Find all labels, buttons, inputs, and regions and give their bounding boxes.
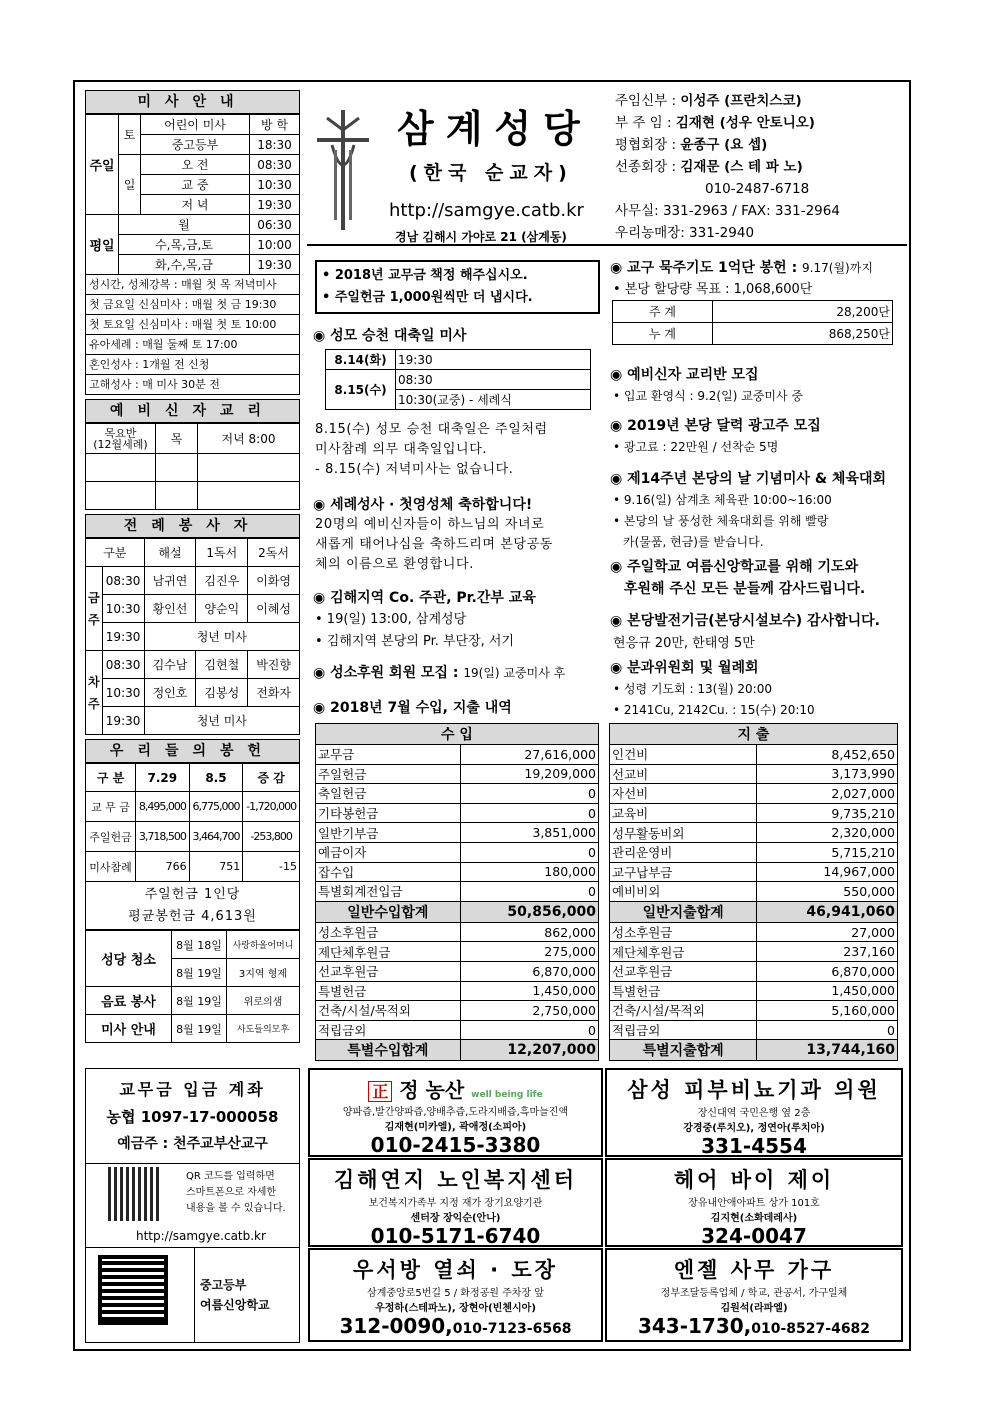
staff-row: 부 주 임 : 김재현 (성우 안토니오)	[615, 115, 815, 131]
committee-title: ◉ 분과위원회 및 월례회	[610, 660, 759, 676]
finance-label: 특별수입합계	[316, 1040, 461, 1061]
mass-name: 오 전	[141, 155, 250, 175]
liturgy-time: 19:30	[102, 623, 144, 651]
mass-name: 중고등부	[141, 135, 250, 155]
anniversary-text: • 9.16(일) 삼계초 체육관 10:00~16:00 • 본당의 날 풍성한 체육대회를 위해 빨랑 카(물품, 현금)를 받습니다.	[613, 493, 832, 549]
church-subtitle: (한국 순교자)	[409, 162, 573, 184]
mass-time: 08:30	[250, 155, 300, 175]
finance-value: 0	[460, 842, 598, 862]
rosary-label: 주 계	[613, 301, 713, 323]
catechumen-class: 목요반 (12월세례)	[86, 424, 156, 454]
finance-row	[316, 745, 599, 765]
baptism-title: ◉ 세례성사 · 첫영성체 축하합니다!	[313, 497, 533, 513]
mass-name: 월	[119, 215, 250, 235]
finance-row	[316, 842, 599, 862]
catechumen-recruit-title: ◉ 예비신자 교리반 모집	[610, 367, 759, 383]
finance-label: 적립금외	[610, 1020, 757, 1040]
mass-name: 교 중	[141, 175, 250, 195]
finance-row	[610, 745, 898, 765]
catechumen-day: 목	[156, 424, 198, 454]
liturgy-person: 이혜성	[248, 595, 300, 623]
finance-row	[316, 901, 599, 922]
ad-box[interactable]: 삼성 피부비뇨기과 의원 장신대역 국민은행 옆 2층 강경중(루치오), 정연아(루치아) 331-4554	[605, 1068, 903, 1157]
finance-label: 건축/시설/목적외	[610, 1001, 757, 1021]
finance-row	[610, 1001, 898, 1021]
finance-row	[610, 842, 898, 862]
rosary-value: 28,200단	[713, 301, 893, 323]
finance-value: 46,941,060	[757, 901, 898, 922]
finance-label: 일반수입합계	[316, 901, 461, 922]
liturgy-person: 박진향	[248, 651, 300, 679]
liturgy-time: 10:30	[102, 679, 144, 707]
liturgy-person: 남귀연	[144, 567, 196, 595]
finance-value: 27,000	[757, 922, 898, 942]
offering-value: 8,495,000	[136, 792, 190, 822]
finance-label: 건축/시설/목적외	[316, 1001, 461, 1021]
duties-table	[85, 930, 300, 1043]
finance-label: 주일헌금	[316, 764, 461, 784]
col-header: 2독서	[248, 539, 300, 567]
mass-name: 화,수,목,금	[119, 255, 250, 275]
church-cross-logo	[312, 110, 374, 230]
this-week-label: 금주	[86, 567, 103, 651]
finance-value: 14,967,000	[757, 862, 898, 882]
col-header: 해설	[144, 539, 196, 567]
mass-time: 18:30	[250, 135, 300, 155]
sunday-day-label: 일	[119, 155, 141, 215]
offering-value: -253,800	[243, 822, 300, 852]
catechumen-recruit-line: • 입교 환영식 : 9.2(일) 교중미사 중	[613, 389, 803, 403]
finance-row	[316, 961, 599, 981]
qr-code[interactable]	[108, 1167, 162, 1221]
finance-label: 관리운영비	[610, 842, 757, 862]
finance-value: 13,744,160	[757, 1040, 898, 1061]
sponsor-recruit: ◉ 성소후원 회원 모집 : 19(일) 교중미사 후	[313, 665, 566, 681]
col-header: 구분	[86, 539, 145, 567]
liturgy-person: 정인호	[144, 679, 196, 707]
masthead	[307, 92, 607, 242]
assumption-title: ◉ 성모 승천 대축일 미사	[313, 328, 467, 344]
col-header: 8.5	[189, 764, 243, 792]
finance-label: 교구납부금	[610, 862, 757, 882]
col-header: 구 분	[86, 764, 136, 792]
finance-row	[610, 764, 898, 784]
finance-value: 27,616,000	[460, 745, 598, 765]
finance-row	[610, 981, 898, 1001]
finance-label: 예비비외	[610, 882, 757, 902]
liturgy-person: 이화영	[248, 567, 300, 595]
mass-name: 저 녁	[141, 195, 250, 215]
account-title: 교무금 입금 계좌	[119, 1080, 266, 1099]
finance-row	[610, 803, 898, 823]
finance-value: 0	[460, 784, 598, 804]
assumption-time: 19:30	[396, 350, 591, 370]
finance-value: 0	[460, 803, 598, 823]
account-box	[85, 1068, 300, 1343]
finance-row	[316, 1020, 599, 1040]
finance-value: 8,452,650	[757, 745, 898, 765]
note-line: 혼인성사 : 1개월 전 신청	[86, 355, 299, 375]
finance-label: 제단체후원금	[610, 942, 757, 962]
duty-who: 사도들의모후	[227, 1015, 300, 1043]
liturgy-merged: 청년 미사	[144, 623, 299, 651]
assumption-date: 8.15(수)	[326, 370, 396, 410]
rosary-table	[612, 300, 893, 345]
finance-row	[610, 961, 898, 981]
finance-row	[316, 882, 599, 902]
finance-value: 862,000	[460, 922, 598, 942]
staff-row: 선종회장 : 김재문 (스 테 파 노)	[615, 159, 803, 175]
finance-label: 적립금외	[316, 1020, 461, 1040]
finance-value: 12,207,000	[460, 1040, 598, 1061]
account-holder: 예금주 : 천주교부산교구	[117, 1136, 268, 1152]
col-header: 증 감	[243, 764, 300, 792]
duty-who: 위로의샘	[227, 987, 300, 1015]
offering-label: 미사참례	[86, 852, 136, 882]
duty-label: 미사 안내	[86, 1015, 172, 1043]
rosary-title: ◉ 교구 묵주기도 1억단 봉헌 : 9.17(월)까지	[610, 260, 873, 276]
staff-phone: 010-2487-6718	[705, 181, 810, 197]
note-line: 성시간, 성체강복 : 매월 첫 목 저녁미사	[86, 275, 299, 295]
duty-date: 8월 19일	[172, 959, 227, 987]
liturgy-time: 10:30	[102, 595, 144, 623]
assumption-date: 8.14(화)	[326, 350, 396, 370]
finance-row	[316, 784, 599, 804]
finance-value: 5,160,000	[757, 1001, 898, 1021]
col-header: 1독서	[196, 539, 248, 567]
offering-value: 6,775,000	[189, 792, 243, 822]
mass-time: 10:30	[250, 175, 300, 195]
liturgy-title: 전례봉사자	[85, 514, 300, 538]
boxed-notice: • 2018년 교무금 책정 해주십시오. • 주일헌금 1,000원씩만 더 냅시다.	[315, 260, 600, 314]
header-divider	[307, 244, 907, 246]
calendar-ad-title: ◉ 2019년 본당 달력 광고주 모집	[610, 418, 821, 434]
finance-value: 6,870,000	[757, 961, 898, 981]
offering-value: -15	[243, 852, 300, 882]
catechumen-table	[85, 423, 300, 510]
farm-store-phone: 우리농매장: 331-2940	[615, 225, 755, 241]
pr-text: • 19(일) 13:00, 삼계성당 • 김해지역 본당의 Pr. 부단장, 서기	[315, 612, 515, 649]
catechumen-time: 저녁 8:00	[198, 424, 300, 454]
income-table	[315, 723, 599, 1061]
ad-box[interactable]: 엔젤 사무 가구 정부조달등록업체 / 학교, 관공서, 가구일체 김원석(라파엘) 343-1730,010-8527-4682	[605, 1248, 903, 1342]
finance-row	[316, 942, 599, 962]
finance-value: 0	[757, 1020, 898, 1040]
offering-value: 751	[189, 852, 243, 882]
per-person-avg: 주일헌금 1인당 평균봉헌금 4,613원	[86, 882, 300, 930]
liturgy-person: 김수남	[144, 651, 196, 679]
finance-row	[316, 823, 599, 843]
development-title: ◉ 본당발전기금(본당시설보수) 감사합니다.	[610, 613, 880, 629]
finance-label: 성무활동비외	[610, 823, 757, 843]
note-line: 고해성사 : 매 미사 30분 전	[86, 375, 299, 395]
liturgy-person: 김봉성	[196, 679, 248, 707]
duty-date: 8월 19일	[172, 987, 227, 1015]
anniversary-title: ◉ 제14주년 본당의 날 기념미사 & 체육대회	[610, 471, 887, 487]
duty-label: 성당 청소	[86, 931, 172, 987]
offering-value: -1,720,000	[243, 792, 300, 822]
liturgy-table	[85, 538, 300, 735]
liturgy-person: 전화자	[248, 679, 300, 707]
sunday-label: 주일	[86, 115, 119, 215]
mass-schedule-table	[85, 114, 300, 275]
finance-value: 275,000	[460, 942, 598, 962]
finance-row	[610, 882, 898, 902]
finance-label: 기타봉헌금	[316, 803, 461, 823]
offering-label: 교 무 금	[86, 792, 136, 822]
account-number: 농협 1097-17-000058	[106, 1108, 279, 1126]
finance-row	[610, 942, 898, 962]
finance-label: 선교후원금	[316, 961, 461, 981]
finance-row	[610, 901, 898, 922]
finance-row	[316, 981, 599, 1001]
finance-label: 선교후원금	[610, 961, 757, 981]
finance-row	[610, 862, 898, 882]
church-name: 삼계성당	[397, 107, 592, 151]
note-line: 첫 토요일 신심미사 : 매월 첫 토 10:00	[86, 315, 299, 335]
rosary-goal: • 본당 할당량 목표 : 1,068,600단	[613, 282, 813, 297]
ad-box[interactable]: 헤어 바이 제이 장유내안애아파트 상가 101호 김지현(소화데레사) 324-0047	[605, 1158, 903, 1247]
finance-value: 1,450,000	[757, 981, 898, 1001]
finance-label: 일반지출합계	[610, 901, 757, 922]
sunday-school-thanks: ◉ 주일학교 여름신앙학교를 위해 기도와 후원해 주신 모든 분들께 감사드립니다.	[610, 559, 866, 597]
staff-info	[615, 90, 905, 244]
duty-who: 3지역 형제	[227, 959, 300, 987]
website-url[interactable]: http://samgye.catb.kr	[389, 200, 584, 221]
finance-value: 9,735,210	[757, 803, 898, 823]
weekday-label: 평일	[86, 215, 119, 275]
assumption-time: 08:30	[396, 370, 591, 390]
finance-value: 0	[460, 882, 598, 902]
assumption-table	[325, 349, 591, 410]
duty-who: 사랑하올어머니	[227, 931, 300, 959]
finance-label: 특별회계전입금	[316, 882, 461, 902]
mass-name: 어린이 미사	[141, 115, 250, 135]
finance-row	[316, 922, 599, 942]
mass-time: 19:30	[250, 195, 300, 215]
mass-time: 방 학	[250, 115, 300, 135]
finance-value: 2,320,000	[757, 823, 898, 843]
finance-label: 축일헌금	[316, 784, 461, 804]
note-line: 유아세례 : 매월 둘째 토 17:00	[86, 335, 299, 355]
finance-label: 성소후원금	[610, 922, 757, 942]
assumption-time: 10:30(교중) - 세례식	[396, 390, 591, 410]
finance-label: 특별헌금	[610, 981, 757, 1001]
col-header: 7.29	[136, 764, 190, 792]
finance-value: 237,160	[757, 942, 898, 962]
offering-value: 3,464,700	[189, 822, 243, 852]
offering-table	[85, 763, 300, 930]
income-header: 수 입	[316, 724, 599, 745]
committee-text: • 성령 기도회 : 13(월) 20:00 • 2141Cu, 2142Cu. : 15(수) 20:10	[613, 682, 815, 717]
finance-label: 특별헌금	[316, 981, 461, 1001]
offering-label: 주일헌금	[86, 822, 136, 852]
finance-value: 5,715,210	[757, 842, 898, 862]
finance-row	[610, 784, 898, 804]
finance-label: 교무금	[316, 745, 461, 765]
finance-value: 0	[460, 1020, 598, 1040]
note-line: 첫 금요일 신심미사 : 매월 첫 금 19:30	[86, 295, 299, 315]
left-column	[85, 90, 300, 1043]
finance-label: 선교비	[610, 764, 757, 784]
liturgy-person: 양순익	[196, 595, 248, 623]
finance-value: 6,870,000	[460, 961, 598, 981]
duty-date: 8월 18일	[172, 931, 227, 959]
finance-row	[610, 823, 898, 843]
finance-value: 3,851,000	[460, 823, 598, 843]
mass-notes	[85, 275, 300, 395]
finance-row	[316, 862, 599, 882]
finance-value: 3,173,990	[757, 764, 898, 784]
finance-value: 550,000	[757, 882, 898, 902]
liturgy-person: 황인선	[144, 595, 196, 623]
finance-value: 2,027,000	[757, 784, 898, 804]
finance-row	[610, 922, 898, 942]
liturgy-time: 08:30	[102, 567, 144, 595]
liturgy-merged: 청년 미사	[144, 707, 299, 735]
finance-label: 예금이자	[316, 842, 461, 862]
finance-label: 성소후원금	[316, 922, 461, 942]
mass-time: 19:30	[250, 255, 300, 275]
staff-row: 주임신부 : 이성주 (프란치스코)	[615, 93, 802, 109]
finance-title: ◉ 2018년 7월 수입, 지출 내역	[313, 700, 512, 716]
mass-time: 06:30	[250, 215, 300, 235]
expense-table	[609, 723, 898, 1061]
finance-label: 잡수입	[316, 862, 461, 882]
finance-label: 자선비	[610, 784, 757, 804]
catechumen-title: 예비신자교리	[85, 399, 300, 423]
rosary-label: 누 계	[613, 323, 713, 345]
liturgy-time: 08:30	[102, 651, 144, 679]
finance-row	[610, 1040, 898, 1061]
church-address: 경남 김해시 가야로 21 (삼계동)	[395, 230, 567, 244]
finance-label: 특별지출합계	[610, 1040, 757, 1061]
finance-row	[316, 803, 599, 823]
finance-value: 50,856,000	[460, 901, 598, 922]
staff-row: 평협회장 : 윤종구 (요 셉)	[615, 137, 768, 153]
mass-name: 수,목,금,토	[119, 235, 250, 255]
finance-value: 1,450,000	[460, 981, 598, 1001]
pr-title: ◉ 김해지역 Co. 주관, Pr.간부 교육	[313, 590, 536, 606]
liturgy-person: 김진우	[196, 567, 248, 595]
offering-value: 3,718,500	[136, 822, 190, 852]
finance-row	[316, 1001, 599, 1021]
finance-value: 180,000	[460, 862, 598, 882]
offering-title: 우리들의봉헌	[85, 739, 300, 763]
duty-label: 음료 봉사	[86, 987, 172, 1015]
finance-label: 교육비	[610, 803, 757, 823]
expense-header: 지 출	[610, 724, 898, 745]
liturgy-person: 김현철	[196, 651, 248, 679]
qr-code-school[interactable]	[98, 1255, 168, 1325]
finance-row	[610, 1020, 898, 1040]
assumption-text: 8.15(수) 성모 승천 대축일은 주일처럼 미사참례 의무 대축일입니다. - 8.15(수) 저녁미사는 없습니다.	[315, 422, 548, 477]
ad-box[interactable]: 正 정 농산 well being life 양파즙,발간양파즙,양배추즙,도라지배즙,흑마늘진액 김재현(미카엘), 곽애정(소피아) 010-2415-3380	[308, 1068, 603, 1157]
finance-row	[316, 764, 599, 784]
duty-date: 8월 19일	[172, 1015, 227, 1043]
ad-box[interactable]: 김해연지 노인복지센터 보건복지가족부 지정 재가 장기요양기관 센터장 장익순(안나) 010-5171-6740	[308, 1158, 603, 1247]
finance-label: 제단체후원금	[316, 942, 461, 962]
offering-value: 766	[136, 852, 190, 882]
liturgy-time: 19:30	[102, 707, 144, 735]
finance-value: 19,209,000	[460, 764, 598, 784]
baptism-text: 20명의 예비신자들이 하느님의 자녀로 새롭게 태어나심을 축하드리며 본당공동 체의 이름으로 환영합니다.	[315, 517, 553, 572]
development-line: 현응규 20만, 한태영 5만	[613, 636, 755, 651]
next-week-label: 차주	[86, 651, 103, 735]
account-url[interactable]: http://samgye.catb.kr	[136, 1229, 266, 1243]
finance-label: 일반기부금	[316, 823, 461, 843]
finance-label: 인건비	[610, 745, 757, 765]
bulletin-page	[73, 80, 911, 1351]
school-label: 중고등부 여름신앙학교	[200, 1278, 270, 1312]
finance-value: 2,750,000	[460, 1001, 598, 1021]
mass-time: 10:00	[250, 235, 300, 255]
finance-row	[316, 1040, 599, 1061]
ad-box[interactable]: 우서방 열쇠 · 도장 삼계중앙로5번길 5 / 화정공원 주차장 앞 우정하(스테파노), 장현아(빈첸시아) 312-0090,010-7123-6568	[308, 1248, 603, 1342]
office-phone: 사무실: 331-2963 / FAX: 331-2964	[615, 203, 840, 219]
calendar-ad-line: • 광고료 : 22만원 / 선착순 5명	[613, 440, 779, 454]
qr-text: QR 코드를 입력하면 스마트폰으로 자세한 내용을 볼 수 있습니다.	[186, 1171, 286, 1214]
mass-guide-title: 미사안내	[85, 90, 300, 114]
rosary-value: 868,250단	[713, 323, 893, 345]
saturday-label: 토	[119, 115, 141, 155]
